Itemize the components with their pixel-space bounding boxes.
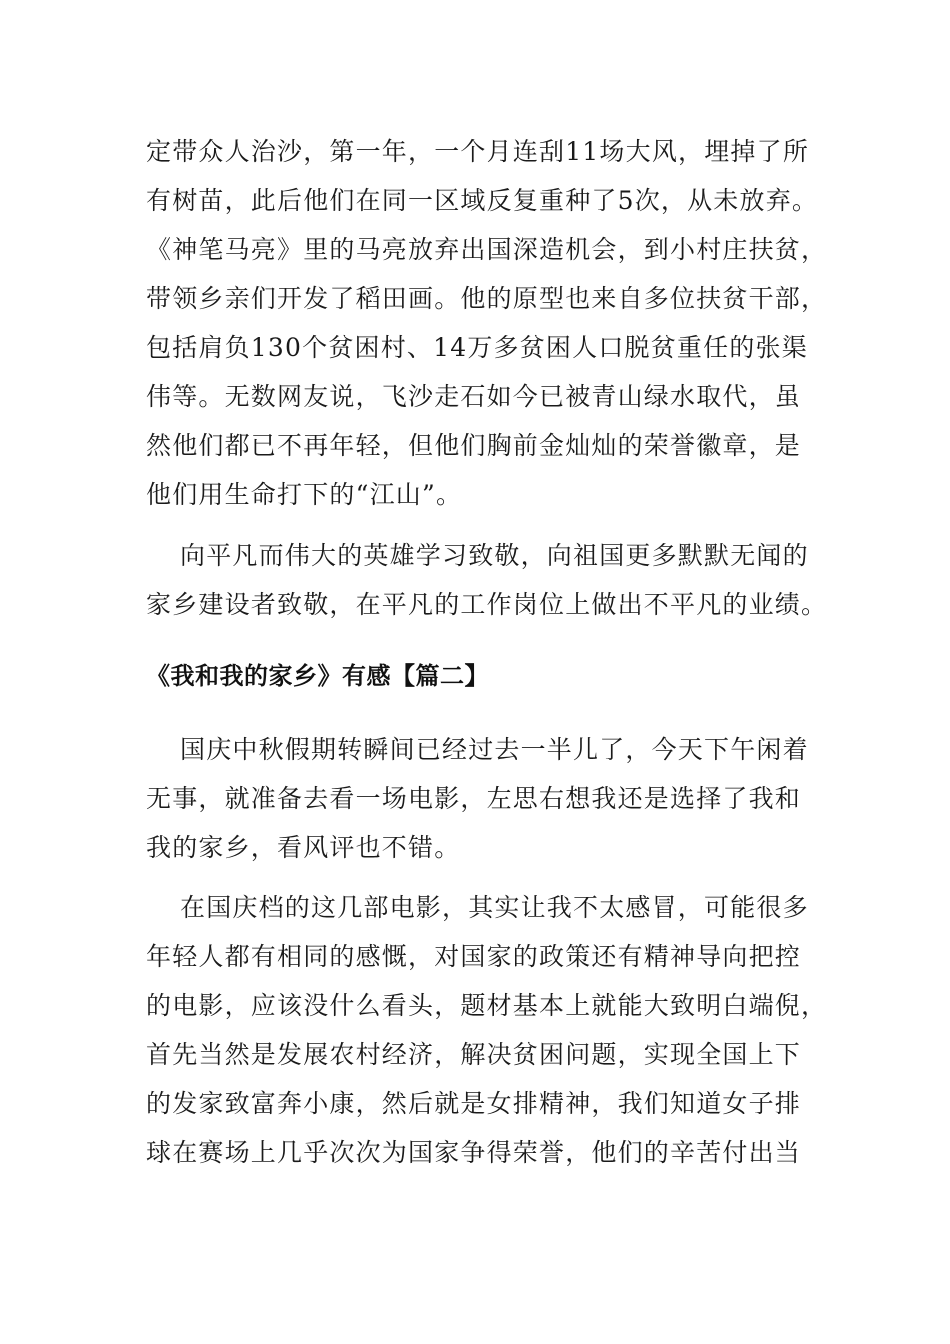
paragraph-4-line-4: 首先当然是发展农村经济，解决贫困问题，实现全国上下 xyxy=(146,1040,802,1069)
paragraph-4-line-6: 球在赛场上几乎次次为国家争得荣誉，他们的辛苦付出当 xyxy=(146,1138,802,1167)
paragraph-1-line-4: 带领乡亲们开发了稻田画。他的原型也来自多位扶贫干部， xyxy=(146,284,828,313)
paragraph-1-line-8: 他们用生命打下的“江山”。 xyxy=(146,480,463,509)
paragraph-4-line-3: 的电影，应该没什么看头，题材基本上就能大致明白端倪， xyxy=(146,991,828,1020)
paragraph-4-line-5: 的发家致富奔小康，然后就是女排精神，我们知道女子排 xyxy=(146,1089,802,1118)
paragraph-1-line-7: 然他们都已不再年轻，但他们胸前金灿灿的荣誉徽章，是 xyxy=(146,431,802,460)
paragraph-1-line-6: 伟等。无数网友说，飞沙走石如今已被青山绿水取代，虽 xyxy=(146,382,802,411)
paragraph-1-line-1: 定带众人治沙，第一年，一个月连刮11场大风，埋掉了所 xyxy=(146,137,810,166)
section-heading: 《我和我的家乡》有感【篇二】 xyxy=(146,662,489,690)
paragraph-3-line-3: 我的家乡，看风评也不错。 xyxy=(146,833,461,862)
paragraph-2-line-2: 家乡建设者致敬，在平凡的工作岗位上做出不平凡的业绩。 xyxy=(146,590,828,619)
paragraph-4-line-1: 在国庆档的这几部电影，其实让我不太感冒，可能很多 xyxy=(180,893,809,922)
paragraph-1-line-3: 《神笔马亮》里的马亮放弃出国深造机会，到小村庄扶贫， xyxy=(146,235,828,264)
paragraph-3-line-2: 无事，就准备去看一场电影，左思右想我还是选择了我和 xyxy=(146,784,802,813)
paragraph-4-line-2: 年轻人都有相同的感慨，对国家的政策还有精神导向把控 xyxy=(146,942,802,971)
paragraph-1-line-5: 包括肩负130个贫困村、14万多贫困人口脱贫重任的张渠 xyxy=(146,333,808,362)
paragraph-1-line-2: 有树苗，此后他们在同一区域反复重种了5次，从未放弃。 xyxy=(146,186,819,215)
paragraph-3-line-1: 国庆中秋假期转瞬间已经过去一半儿了，今天下午闲着 xyxy=(180,735,809,764)
paragraph-2-line-1: 向平凡而伟大的英雄学习致敬，向祖国更多默默无闻的 xyxy=(180,541,809,570)
